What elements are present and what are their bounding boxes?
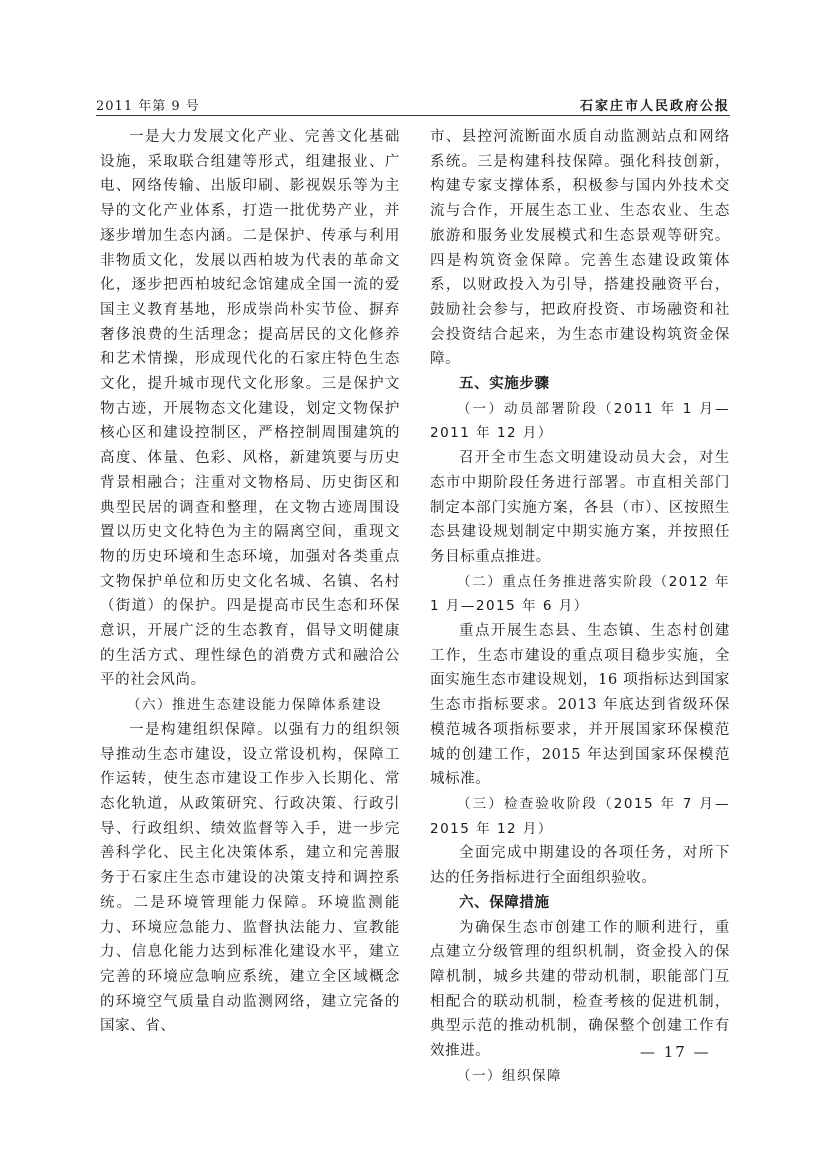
page-header [96,93,730,116]
left-column [100,125,400,1039]
paragraph: 市、县控河流断面水质自动监测站点和网络系统。三是构建科技保障。强化科技创新，构建专家支撑体系，积极参与国内外技术交流与合作，开展生态工业、生态农业、生态旅游和服务业发展模式和生态景观等研究。四是构筑资金保障。完善生态建设政策体系，以财政投入为引导，搭建投融资平台，鼓励社会参与，把政府投资、市场融资和社会投资结合起来，为生态市建设构筑资金保障。 [430,129,730,368]
section-heading: 五、实施步骤 [459,375,550,393]
subsection-heading: （一）组织保障 [457,1067,562,1084]
paragraph: 一是构建组织保障。以强有力的组织领导推动生态市建设，设立常设机构，保障工作运转，使生态市建设工作步入长期化、常态化轨道，从政策研究、行政决策、行政引导、行政组织、绩效监督等入手，进一步完善科学化、民主化决策体系，建立和完善服务于石家庄生态市建设的决策支持和调控系统。二是环境管理能力保障。环境监测能力、环境应急能力、监督执法能力、宣教能力、信息化能力达到标准化建设水平，建立完善的环境应急响应系统，建立全区域概念的环境空气质量自动监测网络，建立完备的国家、省、 [100,721,400,1035]
paragraph: 重点开展生态县、生态镇、生态村创建工作，生态市建设的重点项目稳步实施，全面实施生态市建设规划，16 项指标达到国家生态市指标要求。2013 年底达到省级环保模范城各项指标要求，并开展国家环保模范城的创建工作，2015 年达到国家环保模范城标准。 [430,623,730,788]
right-column [430,125,730,1088]
paragraph: 全面完成中期建设的各项任务，对所下达的任务指标进行全面组织验收。 [430,845,730,887]
paragraph: 为确保生态市创建工作的顺利进行，重点建立分级管理的组织机制，资金投入的保障机制，城乡共建的带动机制，职能部门互相配合的联动机制，检查考核的促进机制，典型示范的推动机制，确保整个创建工作有效推进。 [430,919,730,1060]
paragraph: 召开全市生态文明建设动员大会，对生态市中期阶段任务进行部署。市直相关部门制定本部门实施方案，各县（市）、区按照生态县建设规划制定中期实施方案，并按照任务目标重点推进。 [430,450,730,565]
subsection-heading: （六）推进生态建设能力保障体系建设 [127,697,382,714]
publication-title: 石家庄市人民政府公报 [579,99,730,114]
section-heading: 六、保障措施 [459,893,550,911]
subsection-heading: （三）检查验收阶段（2015 年 7 月—2015 年 12 月） [430,795,730,837]
issue-label: 2011 年第 9 号 [96,99,200,114]
page-number: — 17 — [640,1043,711,1061]
subsection-heading: （二）重点任务推进落实阶段（2012 年 1 月—2015 年 6 月） [430,573,730,615]
subsection-heading: （一）动员部署阶段（2011 年 1 月—2011 年 12 月） [430,400,730,442]
paragraph: 一是大力发展文化产业、完善文化基础设施，采取联合组建等形式，组建报业、广电、网络传输、出版印刷、影视娱乐等为主导的文化产业体系，打造一批优势产业，并逐步增加生态内涵。二是保护、传承与利用非物质文化，发展以西柏坡为代表的革命文化，逐步把西柏坡纪念馆建成全国一流的爱国主义教育基地，形成崇尚朴实节俭、摒弃奢侈浪费的生活理念；提高居民的文化修养和艺术情操，形成现代化的石家庄特色生态文化，提升城市现代文化形象。三是保护文物古迹，开展物态文化建设，划定文物保护核心区和建设控制区，严格控制周围建筑的高度、体量、色彩、风格，新建筑要与历史背景相融合；注重对文物格局、历史街区和典型民居的调查和整理，在文物古迹周围设置以历史文化特色为主的隔离空间，重现文物的历史环境和生态环境，加强对各类重点文物保护单位和历史文化名城、名镇、名村（街道）的保护。四是提高市民生态和环保意识，开展广泛的生态教育，倡导文明健康的生活方式、理性绿色的消费方式和融洽公平的社会风尚。 [100,129,400,689]
